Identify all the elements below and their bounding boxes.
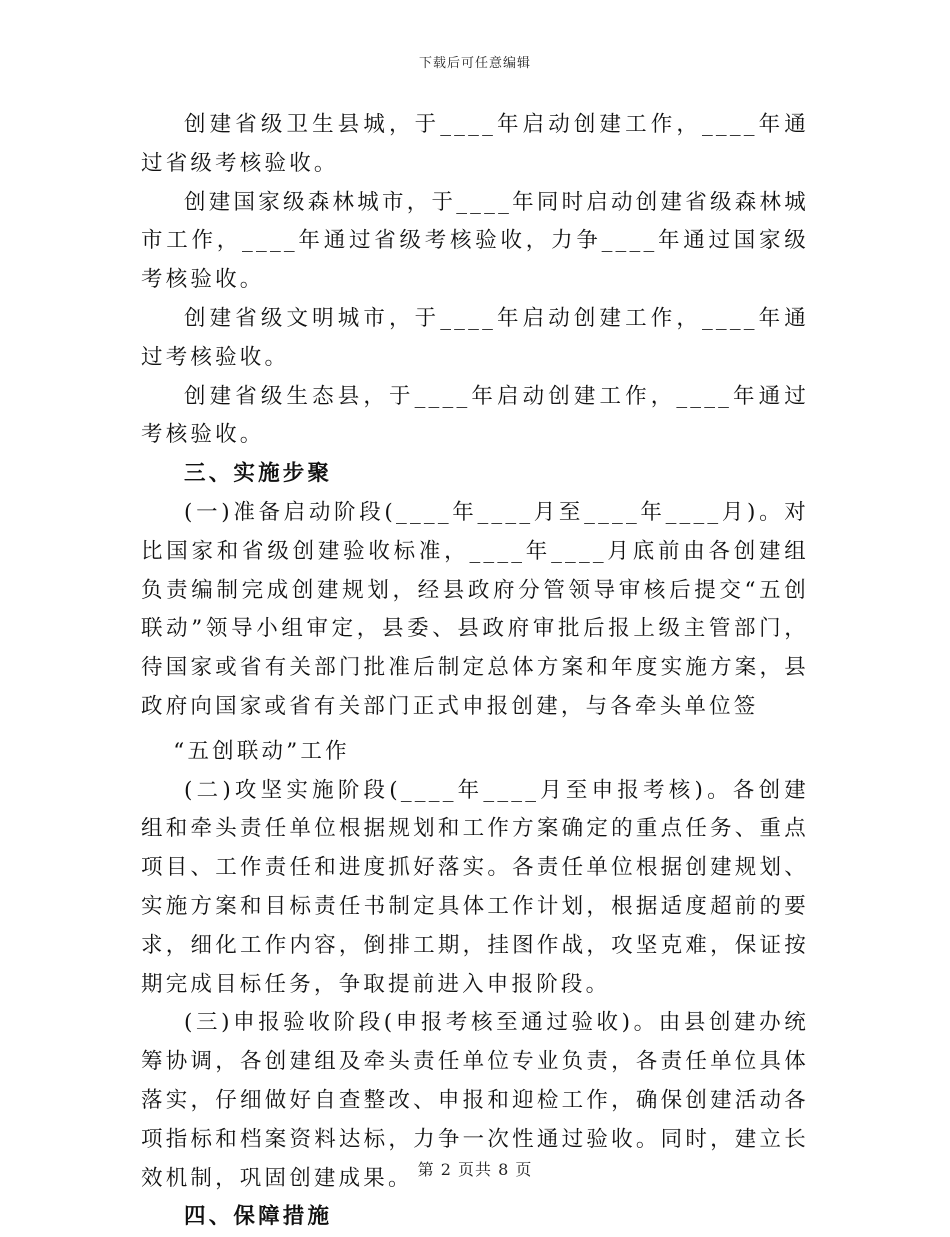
paragraph-step-prepare: (一)准备启动阶段(____年____月至____年____月)。对比国家和省级创建验收标准，____年____月底前由各创建组负责编制完成创建规划，经县政府分管领导审核后提交“五创联动”领导小组审定，县委、县政府审批后报上级主管部门，待国家或省有关部门批准后制定总体方案和年度实施方案，县政府向国家或省有关部门正式申报创建，与各牵头单位签 [141,499,809,719]
paragraph-forest-city: 创建国家级森林城市，于____年同时启动创建省级森林城市工作，____年通过省级考核验收，力争____年通过国家级考核验收。 [141,189,809,293]
paragraph-health-county: 创建省级卫生县城，于____年启动创建工作，____年通过省级考核验收。 [141,112,809,176]
paragraph-step-prepare-continued: “五创联动”工作 [173,738,350,764]
section-heading-safeguards: 四、保障措施 [184,1204,333,1230]
page-footer: 第 2 页共 8 页 [417,1160,533,1179]
paragraph-ecological-county: 创建省级生态县，于____年启动创建工作，____年通过考核验收。 [141,383,809,448]
paragraph-step-implement: (二)攻坚实施阶段(____年____月至申报考核)。各创建组和牵头责任单位根据规划和工作方案确定的重点任务、重点项目、工作责任和进度抓好落实。各责任单位根据创建规划、实施方案和目标责任书制定具体工作计划，根据适度超前的要求，细化工作内容，倒排工期，挂图作战，攻坚克难，保证按期完成目标任务，争取提前进入申报阶段。 [141,777,809,997]
document-body [141,106,809,1237]
paragraph-civilized-city: 创建省级文明城市，于____年启动创建工作，____年通过考核验收。 [141,305,809,370]
page-header: 下载后可任意编辑 [418,56,531,71]
section-heading-implementation: 三、实施步聚 [184,461,333,487]
paragraph-step-acceptance: (三)申报验收阶段(申报考核至通过验收)。由县创建办统筹协调，各创建组及牵头责任单位专业负责，各责任单位具体落实，仔细做好自查整改、申报和迎检工作，确保创建活动各项指标和档案资料达标，力争一次性通过验收。同时，建立长效机制，巩固创建成果。 [141,1010,809,1191]
